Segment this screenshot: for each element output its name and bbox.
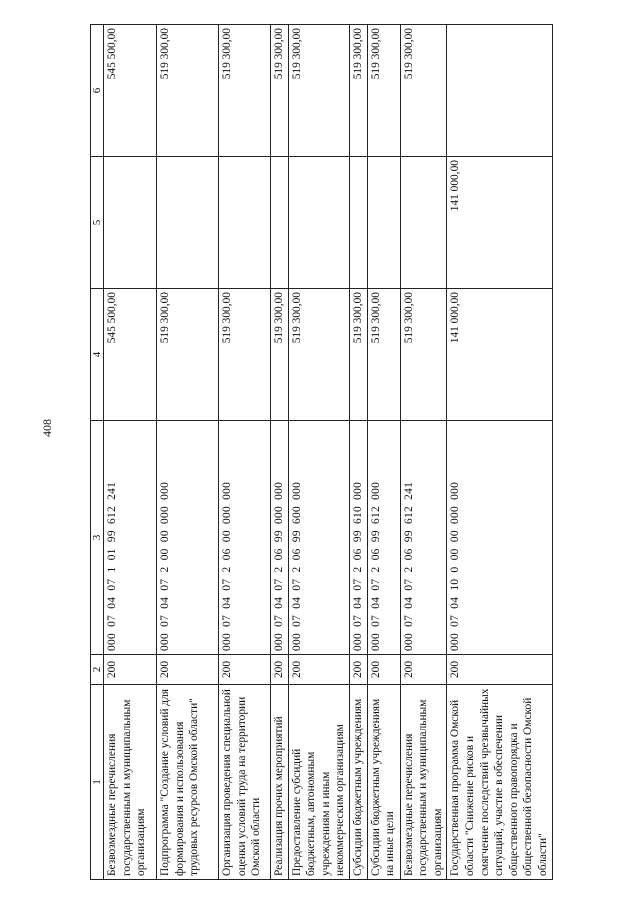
row-col6: 519 300,00 <box>400 25 447 157</box>
row-code: 200 <box>104 655 157 685</box>
row-name: Организация проведения специальной оценки условий труда на территории Омской области <box>219 685 271 880</box>
row-col4: 545 500,00 <box>104 289 157 421</box>
row-kcsr: 000 07 04 07 1 01 99 612 241 <box>104 421 157 655</box>
table-row <box>104 25 157 880</box>
row-col6: 519 300,00 <box>157 25 219 157</box>
row-code: 200 <box>157 655 219 685</box>
table-row <box>288 25 349 880</box>
table-row <box>349 25 367 880</box>
row-code: 200 <box>367 655 400 685</box>
row-col6: 519 300,00 <box>349 25 367 157</box>
row-col4: 519 300,00 <box>219 289 271 421</box>
row-kcsr: 000 07 04 07 2 00 00 000 000 <box>157 421 219 655</box>
row-col5 <box>400 157 447 289</box>
header-cell-4: 4 <box>91 289 104 421</box>
row-col4: 519 300,00 <box>400 289 447 421</box>
table-body <box>104 25 553 880</box>
row-col4: 519 300,00 <box>367 289 400 421</box>
row-col4: 519 300,00 <box>271 289 289 421</box>
row-col5 <box>104 157 157 289</box>
row-code: 200 <box>288 655 349 685</box>
row-kcsr: 000 07 04 07 2 06 00 000 000 <box>219 421 271 655</box>
header-cell-3: 3 <box>91 421 104 655</box>
budget-table <box>90 24 553 880</box>
row-kcsr: 000 07 04 07 2 06 99 612 241 <box>400 421 447 655</box>
row-name: Безвозмездные перечисления государственным и муниципальным организациям <box>104 685 157 880</box>
row-kcsr: 000 07 04 07 2 06 99 000 000 <box>271 421 289 655</box>
row-code: 200 <box>219 655 271 685</box>
table-row <box>219 25 271 880</box>
row-kcsr: 000 07 04 10 0 00 00 000 000 <box>447 421 552 655</box>
row-col5 <box>288 157 349 289</box>
row-col5 <box>219 157 271 289</box>
row-col6 <box>447 25 552 157</box>
row-name: Безвозмездные перечисления государственным и муниципальным организациям <box>400 685 447 880</box>
row-col4: 519 300,00 <box>157 289 219 421</box>
row-name: Субсидии бюджетным учреждениям на иные цели <box>367 685 400 880</box>
row-col5 <box>271 157 289 289</box>
row-col5 <box>157 157 219 289</box>
header-cell-1: 1 <box>91 685 104 880</box>
row-code: 200 <box>447 655 552 685</box>
rotated-page-content <box>90 25 549 880</box>
row-col5 <box>367 157 400 289</box>
row-col4: 519 300,00 <box>288 289 349 421</box>
table-row <box>447 25 552 880</box>
row-code: 200 <box>349 655 367 685</box>
header-cell-5: 5 <box>91 157 104 289</box>
row-name: Предоставление субсидий бюджетным, автономным учреждениям и иным некоммерческим организациям <box>288 685 349 880</box>
row-col6: 545 500,00 <box>104 25 157 157</box>
table-row <box>157 25 219 880</box>
row-col4: 519 300,00 <box>349 289 367 421</box>
row-code: 200 <box>400 655 447 685</box>
row-col5: 141 000,00 <box>447 157 552 289</box>
row-col6: 519 300,00 <box>367 25 400 157</box>
page-number: 408 <box>40 419 54 437</box>
row-col4: 141 000,00 <box>447 289 552 421</box>
table-row <box>271 25 289 880</box>
table-row <box>400 25 447 880</box>
header-cell-6: 6 <box>91 25 104 157</box>
row-kcsr: 000 07 04 07 2 06 99 600 000 <box>288 421 349 655</box>
row-name: Реализация прочих мероприятий <box>271 685 289 880</box>
row-name: Подпрограмма "Создание условий для формирования и использования трудовых ресурсов Омской области" <box>157 685 219 880</box>
table-row <box>367 25 400 880</box>
row-name: Государственная программа Омской области "Снижение рисков и смягчение последствий чрезвычайных ситуаций, участие в обеспечении общественного правопорядка и общественной безопасности Омской области" <box>447 685 552 880</box>
header-cell-2: 2 <box>91 655 104 685</box>
row-col6: 519 300,00 <box>271 25 289 157</box>
row-kcsr: 000 07 04 07 2 06 99 610 000 <box>349 421 367 655</box>
row-code: 200 <box>271 655 289 685</box>
row-col6: 519 300,00 <box>288 25 349 157</box>
header-row <box>91 25 104 880</box>
row-kcsr: 000 07 04 07 2 06 99 612 000 <box>367 421 400 655</box>
row-col5 <box>349 157 367 289</box>
row-col6: 519 300,00 <box>219 25 271 157</box>
row-name: Субсидии бюджетным учреждениям <box>349 685 367 880</box>
